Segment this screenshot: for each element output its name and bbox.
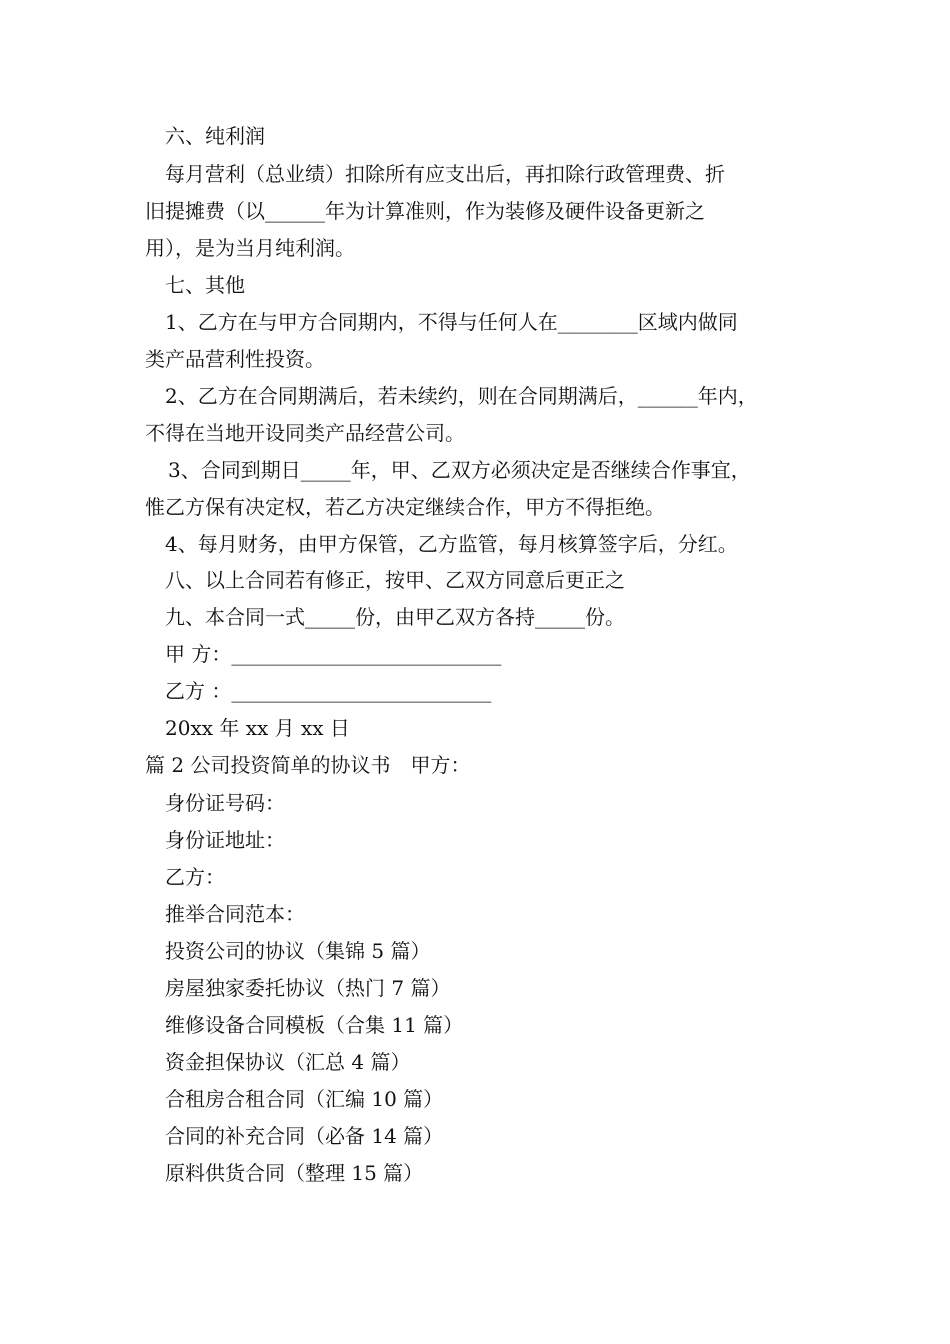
signature-party-a: 甲 方：___________________________ <box>165 642 502 666</box>
section-7-item-3-line-1: 3、合同到期日_____年，甲、乙双方必须决定是否继续合作事宜， <box>168 458 751 482</box>
section-8: 八、以上合同若有修正，按甲、乙双方同意后更正之 <box>165 568 625 592</box>
doc-2-heading: 篇 2 公司投资简单的协议书 甲方： <box>145 753 471 777</box>
section-6-body-line-3: 用），是为当月纯利润。 <box>145 236 355 260</box>
recommended-link-3[interactable]: 维修设备合同模板（合集 11 篇） <box>165 1013 464 1037</box>
section-7-item-1-line-2: 类产品营利性投资。 <box>145 347 325 371</box>
section-7-item-2-line-1: 2、乙方在合同期满后，若未续约，则在合同期满后，______年内， <box>165 384 758 408</box>
section-7-item-3-line-2: 惟乙方保有决定权，若乙方决定继续合作，甲方不得拒绝。 <box>145 495 665 519</box>
recommended-link-1[interactable]: 投资公司的协议（集锦 5 篇） <box>165 939 431 963</box>
section-9: 九、本合同一式_____份，由甲乙双方各持_____份。 <box>165 605 625 629</box>
recommended-link-7[interactable]: 原料供货合同（整理 15 篇） <box>165 1161 424 1185</box>
section-7-title: 七、其他 <box>165 273 245 297</box>
recommended-link-2[interactable]: 房屋独家委托协议（热门 7 篇） <box>165 976 451 1000</box>
recommended-link-6[interactable]: 合同的补充合同（必备 14 篇） <box>165 1124 444 1148</box>
section-7-item-2-line-2: 不得在当地开设同类产品经营公司。 <box>145 421 465 445</box>
section-6-title: 六、纯利润 <box>165 124 265 148</box>
doc-2-id-number: 身份证号码： <box>165 791 285 815</box>
recommended-link-5[interactable]: 合租房合租合同（汇编 10 篇） <box>165 1087 444 1111</box>
recommended-link-4[interactable]: 资金担保协议（汇总 4 篇） <box>165 1050 411 1074</box>
section-7-item-4: 4、每月财务，由甲方保管，乙方监管，每月核算签字后，分红。 <box>165 532 738 556</box>
doc-2-recommend-label: 推举合同范本： <box>165 902 305 926</box>
section-7-item-1-line-1: 1、乙方在与甲方合同期内，不得与任何人在________区域内做同 <box>165 310 738 334</box>
signature-date: 20xx 年 xx 月 xx 日 <box>165 716 350 740</box>
section-6-body-line-2: 旧提摊费（以______年为计算准则，作为装修及硬件设备更新之 <box>145 199 705 223</box>
signature-party-b: 乙方 ：__________________________ <box>165 679 492 703</box>
doc-2-party-b: 乙方： <box>165 865 225 889</box>
doc-2-id-address: 身份证地址： <box>165 828 285 852</box>
section-6-body-line-1: 每月营利（总业绩）扣除所有应支出后，再扣除行政管理费、折 <box>165 162 725 186</box>
